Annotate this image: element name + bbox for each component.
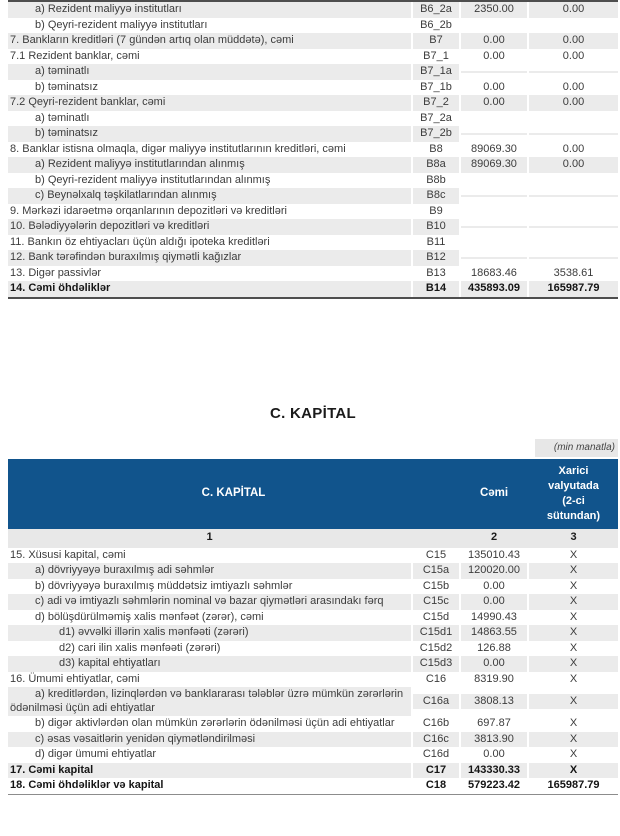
row-code: C16a (413, 694, 459, 710)
row-value-fx: 165987.79 (547, 779, 600, 791)
unit-note: (min manatla) (535, 439, 618, 457)
row-value-fx (529, 210, 618, 212)
table-row (8, 687, 618, 716)
row-label: c) adi və imtiyazlı səhmlərin nominal və bazar qiymətləri arasındakı fərq (8, 594, 411, 610)
row-code: B7_2b (413, 126, 459, 142)
table-row (8, 548, 618, 564)
row-value-fx: 165987.79 (529, 281, 618, 297)
row-value-total (461, 24, 527, 26)
table-row (8, 250, 618, 266)
row-label: c) Beynəlxalq təşkilatlarından alınmış (8, 188, 411, 204)
table-row (8, 33, 618, 49)
row-code: B8a (413, 157, 459, 173)
table-row (8, 579, 618, 595)
row-code: B7_1a (413, 64, 459, 80)
table-row (8, 747, 618, 763)
row-value-total (461, 257, 527, 259)
row-code: C16b (422, 717, 450, 729)
row-value-fx: 0.00 (529, 33, 618, 49)
row-label: a) kreditlərdən, lizinqlərdən və banklararası tələblər üzrə mümkün zərərlərin ödənilməsi üçün adi ehtiyatlar (8, 687, 411, 716)
row-value-fx: 0.00 (529, 95, 618, 111)
row-code: B7 (413, 33, 459, 49)
row-value-fx: X (529, 732, 618, 748)
row-code: B6_2b (420, 18, 452, 31)
row-value-total: 0.00 (483, 49, 505, 62)
row-label: a) Rezident maliyyə institutlarından alınmış (8, 157, 411, 173)
subheader-col-code (413, 537, 459, 539)
row-label: b) dövriyyəyə buraxılmış müddətsiz imtiyazlı səhmlər (35, 579, 293, 592)
row-value-total (461, 195, 527, 197)
row-label: c) əsas vəsaitlərin yenidən qiymətləndirilməsi (8, 732, 411, 748)
table-row (8, 610, 618, 626)
table-row (8, 625, 618, 641)
table-row (8, 763, 618, 779)
row-value-total: 18683.46 (471, 266, 517, 279)
table-row (8, 188, 618, 204)
row-label: 7.2 Qeyri-rezident banklar, cəmi (8, 95, 411, 111)
row-label: d) bölüşdürülməmiş xalis mənfəət (zərər), cəmi (35, 610, 264, 623)
table-row (8, 157, 618, 173)
row-code: B9 (429, 204, 443, 217)
row-value-total: 0.00 (483, 579, 505, 592)
row-code: C15d (422, 610, 450, 623)
row-value-fx: X (569, 579, 578, 592)
row-value-fx: X (569, 672, 578, 685)
row-label: 9. Mərkəzi idarəetmə orqanlarının depozitləri və kreditləri (10, 204, 287, 217)
liabilities-table (8, 0, 618, 299)
row-code: B8b (426, 173, 446, 186)
row-label: 18. Cəmi öhdəliklər və kapital (10, 779, 164, 791)
row-code: B11 (426, 235, 446, 248)
row-value-fx: X (529, 763, 618, 779)
row-label: 14. Cəmi öhdəliklər (8, 281, 411, 297)
row-value-fx: X (569, 548, 578, 561)
row-value-fx (529, 226, 618, 228)
row-label: b) təminatsız (8, 126, 411, 142)
row-value-total: 8319.90 (474, 672, 514, 685)
row-code: C16c (413, 732, 459, 748)
row-value-fx: 0.00 (529, 157, 618, 173)
row-value-total: 143330.33 (461, 763, 527, 779)
table-row (8, 18, 618, 34)
row-code: C15b (422, 579, 450, 592)
row-label: 7.1 Rezident banklar, cəmi (10, 49, 140, 62)
row-value-fx: 0.00 (562, 142, 585, 155)
row-value-total: 14990.43 (471, 610, 517, 623)
table-row (8, 111, 618, 127)
row-label: d3) kapital ehtiyatları (8, 656, 411, 672)
table-row (8, 716, 618, 732)
row-label: a) təminatlı (8, 64, 411, 80)
row-code: B8 (429, 142, 443, 155)
row-value-total: 14863.55 (461, 625, 527, 641)
row-code: B7_1 (423, 49, 449, 62)
table-row (8, 641, 618, 657)
header-col-fx: Xarici valyutada (2-ci sütundan) (546, 464, 601, 522)
row-label: 15. Xüsusi kapital, cəmi (10, 548, 126, 561)
row-value-fx: X (569, 717, 578, 729)
row-label: b) Qeyri-rezident maliyyə institutları (35, 18, 208, 31)
table-row (8, 2, 618, 18)
row-value-total: 0.00 (461, 95, 527, 111)
row-code: B12 (413, 250, 459, 266)
row-value-fx: X (569, 641, 578, 654)
row-label: 10. Bələdiyyələrin depozitləri və kreditləri (8, 219, 411, 235)
row-value-fx: 0.00 (562, 80, 585, 93)
capital-table-subheader (8, 529, 618, 548)
row-value-total: 120020.00 (461, 563, 527, 579)
row-label: b) digər aktivlərdən olan mümkün zərərlərin ödənilməsi üçün adi ehtiyatlar (35, 717, 395, 729)
capital-table (8, 548, 618, 795)
row-label: 16. Ümumi ehtiyatlar, cəmi (10, 672, 140, 685)
row-value-total: 135010.43 (468, 548, 520, 561)
row-code: B6_2a (413, 2, 459, 18)
row-value-fx (529, 117, 618, 119)
row-value-fx (529, 257, 618, 259)
row-code: C15d1 (413, 625, 459, 641)
row-code: C15a (413, 563, 459, 579)
row-code: C17 (413, 763, 459, 779)
row-code: C15d2 (419, 641, 453, 654)
row-code: B8c (413, 188, 459, 204)
row-value-fx: X (529, 563, 618, 579)
row-label: d1) əvvəlki illərin xalis mənfəəti (zərəri) (8, 625, 411, 641)
table-row (8, 64, 618, 80)
row-value-fx (529, 71, 618, 73)
row-value-total: 89069.30 (471, 142, 517, 155)
table-row (8, 204, 618, 220)
table-row (8, 778, 618, 794)
row-code: B10 (413, 219, 459, 235)
row-value-total (461, 241, 527, 243)
row-code: B14 (413, 281, 459, 297)
row-label: a) Rezident maliyyə institutları (8, 2, 411, 18)
table-row (8, 563, 618, 579)
row-value-total: 0.00 (461, 33, 527, 49)
row-value-total: 126.88 (477, 641, 511, 654)
row-value-fx: 0.00 (529, 2, 618, 18)
row-value-fx (529, 195, 618, 197)
row-value-fx: X (569, 610, 578, 623)
row-value-fx (529, 241, 618, 243)
row-label: d2) cari ilin xalis mənfəəti (zərəri) (59, 641, 221, 654)
row-value-total: 0.00 (461, 594, 527, 610)
table-row (8, 95, 618, 111)
row-value-fx (529, 24, 618, 26)
row-code: C18 (425, 779, 447, 791)
table-row (8, 266, 618, 282)
table-row (8, 594, 618, 610)
row-code: B7_2 (413, 95, 459, 111)
row-value-total: 2350.00 (461, 2, 527, 18)
subheader-col-2: 2 (490, 531, 498, 544)
header-col-label: C. KAPİTAL (201, 487, 266, 499)
row-value-total (461, 117, 527, 119)
row-value-total: 579223.42 (468, 779, 520, 791)
row-label: 8. Banklar istisna olmaqla, digər maliyyə institutlarının kreditləri, cəmi (10, 142, 346, 155)
row-value-fx: X (529, 694, 618, 710)
row-label: 17. Cəmi kapital (8, 763, 411, 779)
row-code: C15 (425, 548, 447, 561)
row-value-total: 697.87 (477, 717, 511, 729)
row-value-total (461, 71, 527, 73)
row-label: a) təminatlı (35, 111, 90, 124)
row-code: B7_2a (420, 111, 452, 124)
row-value-fx (529, 133, 618, 135)
row-value-fx: 3538.61 (553, 266, 594, 279)
row-label: 7. Bankların kreditləri (7 gündən artıq olan müddətə), cəmi (8, 33, 411, 49)
row-value-fx: X (529, 625, 618, 641)
row-value-fx: X (569, 748, 578, 760)
table-row (8, 142, 618, 158)
table-row (8, 219, 618, 235)
subheader-col-3: 3 (570, 531, 577, 544)
row-label: b) təminatsız (35, 80, 98, 93)
row-code: C15d3 (413, 656, 459, 672)
row-value-total: 0.00 (483, 80, 505, 93)
table-row (8, 672, 618, 688)
row-value-total: 0.00 (483, 748, 505, 760)
row-value-total: 435893.09 (461, 281, 527, 297)
row-code: C15c (413, 594, 459, 610)
row-label: 12. Bank tərəfindən buraxılmış qiymətli kağızlar (8, 250, 411, 266)
row-label: 11. Bankın öz ehtiyacları üçün aldığı ipoteka kreditləri (10, 235, 270, 248)
row-code: B13 (426, 266, 446, 279)
capital-table-header (8, 459, 618, 529)
row-label: d) digər ümumi ehtiyatlar (35, 748, 157, 760)
row-value-total: 3808.13 (461, 694, 527, 710)
table-row (8, 235, 618, 251)
row-value-fx (529, 179, 618, 181)
row-label: b) Qeyri-rezident maliyyə institutlarından alınmış (35, 173, 271, 186)
row-value-total: 3813.90 (461, 732, 527, 748)
table-row (8, 656, 618, 672)
row-value-total (461, 226, 527, 228)
row-value-total (461, 179, 527, 181)
row-value-total: 0.00 (461, 656, 527, 672)
row-value-total: 89069.30 (461, 157, 527, 173)
row-value-fx: 0.00 (562, 49, 585, 62)
row-label: a) dövriyyəyə buraxılmış adi səhmlər (8, 563, 411, 579)
table-row (8, 173, 618, 189)
row-code: C16d (422, 748, 450, 760)
table-row (8, 49, 618, 65)
table-row (8, 126, 618, 142)
row-value-total (461, 210, 527, 212)
section-title: C. KAPİTAL (269, 404, 357, 422)
row-label: 13. Digər passivlər (10, 266, 102, 279)
row-code: C16 (425, 672, 447, 685)
row-code: B7_1b (420, 80, 452, 93)
table-row (8, 281, 618, 297)
row-value-total (461, 133, 527, 135)
table-row (8, 732, 618, 748)
row-value-fx: X (529, 594, 618, 610)
header-col-total: Cəmi (479, 487, 509, 499)
row-value-fx: X (529, 656, 618, 672)
subheader-col-1: 1 (206, 531, 213, 544)
table-row (8, 80, 618, 96)
